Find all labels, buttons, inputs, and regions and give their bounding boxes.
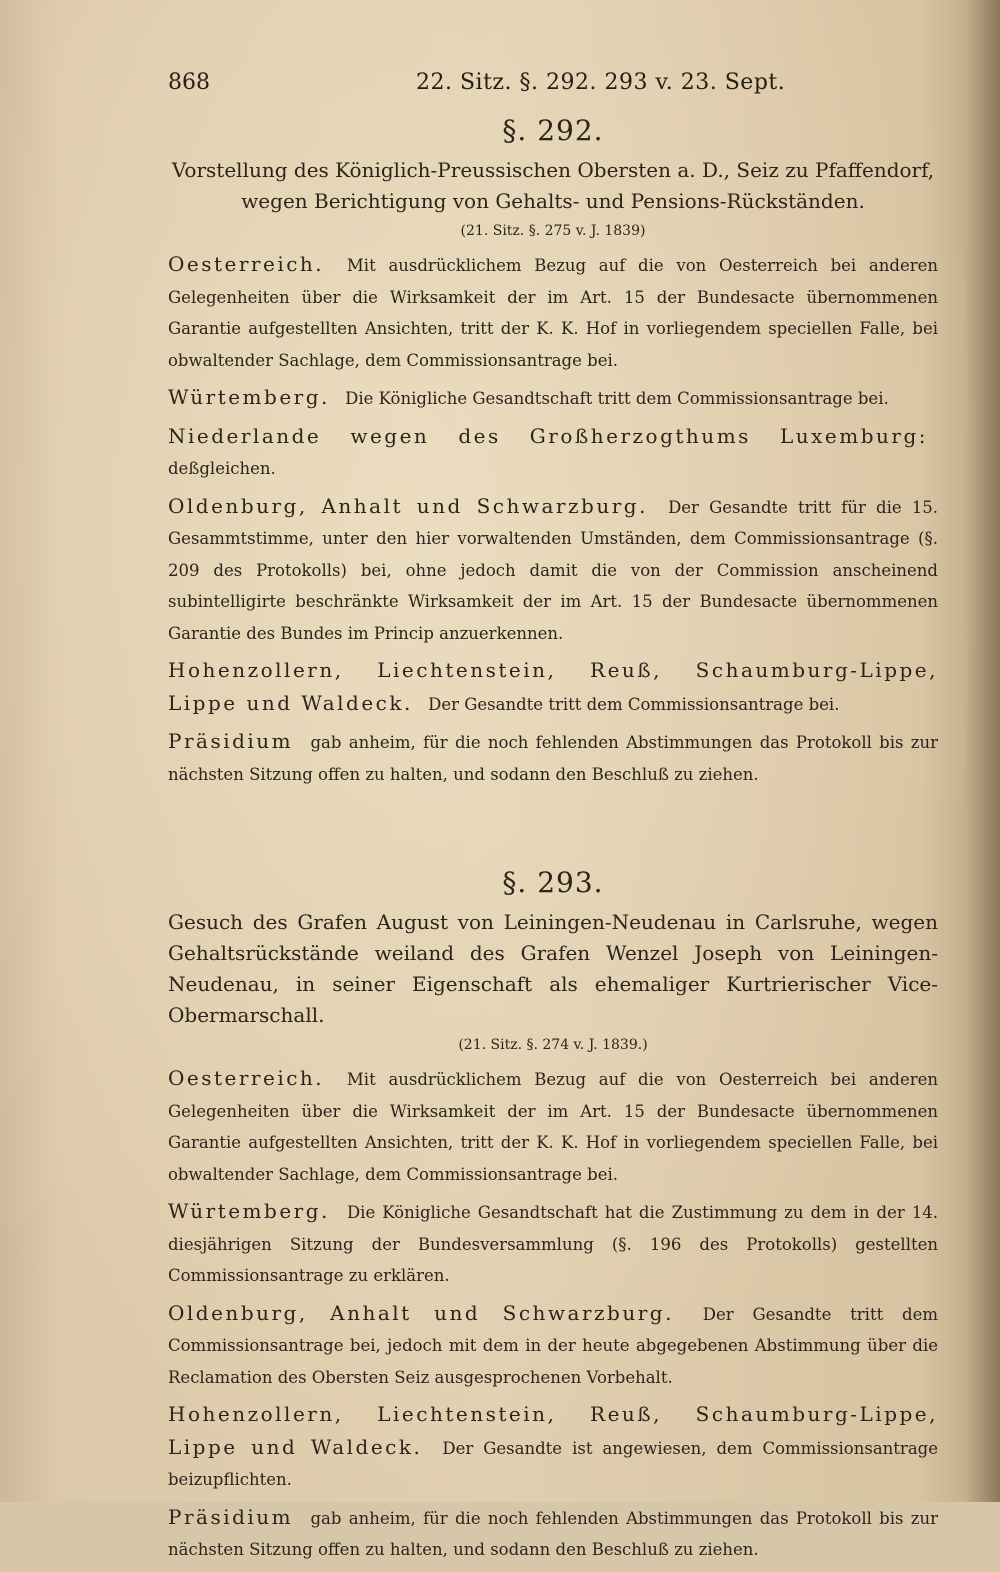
section-292 (168, 114, 938, 790)
state-name: Präsidium (168, 729, 294, 753)
running-head (168, 62, 938, 102)
vote-text: Die Königliche Gesandtschaft hat die Zustimmung zu dem in der 14. diesjährigen Sitzung der Bundesversammlung (§. 196 des Protokolls) gestellten Commissionsantrage zu erklären. (168, 1203, 938, 1285)
vote-paragraph (168, 421, 938, 485)
vote-text: Mit ausdrücklichem Bezug auf die von Oesterreich bei anderen Gelegenheiten über die Wirksamkeit der im Art. 15 der Bundesacte übernommenen Garantie aufgestellten Ansichten, tritt der K. K. Hof in vorliegendem speciellen Falle, bei obwaltender Sachlage, dem Commissionsantrage bei. (168, 256, 938, 370)
vote-paragraph (168, 726, 938, 790)
running-head-title: 22. Sitz. §. 292. 293 v. 23. Sept. (416, 70, 786, 95)
vote-paragraph (168, 382, 938, 415)
vote-text: Der Gesandte tritt dem Commissionsantrage bei, jedoch mit dem in der heute abgegebenen Abstimmung über die Reclamation des Obersten Seiz ausgesprochenen Vorbehalt. (168, 1304, 938, 1387)
vote-text: Der Gesandte ist angewiesen, dem Commissionsantrage beizupflichten. (168, 1438, 938, 1489)
vote-paragraph (168, 1298, 938, 1394)
vote-paragraph (168, 1063, 938, 1190)
vote-paragraph (168, 1196, 938, 1292)
section-title: Vorstellung des Königlich-Preussischen Obersten a. D., Seiz zu Pfaffendorf, wegen Berichtigung von Gehalts- und Pensions-Rückständen. (171, 158, 935, 213)
section-293 (168, 866, 938, 1566)
vote-text: gab anheim, für die noch fehlenden Abstimmungen das Protokoll bis zur nächsten Sitzung offen zu halten, und sodann den Beschluß zu ziehen. (168, 1508, 938, 1559)
state-name: Präsidium (168, 1504, 294, 1529)
vote-text: gab anheim, für die noch fehlenden Abstimmungen das Protokoll bis zur nächsten Sitzung offen zu halten, und sodann den Beschluß zu ziehen. (168, 733, 938, 784)
vote-paragraph (168, 249, 938, 376)
vote-paragraph (168, 1399, 938, 1496)
page-edge-shadow (964, 0, 1000, 1502)
vote-paragraph (168, 491, 938, 650)
page-number: 868 (168, 70, 210, 95)
state-name: Oldenburg, Anhalt und Schwarzburg. (168, 493, 648, 518)
vote-text: Der Gesandte tritt dem Commissionsantrage bei. (428, 694, 840, 714)
state-name: Oesterreich. (168, 252, 325, 276)
section-reference: (21. Sitz. §. 275 v. J. 1839) (460, 223, 646, 239)
vote-paragraph (168, 1502, 938, 1566)
state-name: Hohenzollern, Liechtenstein, Reuß, Schaumburg-Lippe, Lippe und Waldeck. (168, 1402, 938, 1459)
state-name: Würtemberg. (168, 385, 330, 409)
vote-text: Die Königliche Gesandtschaft tritt dem Commissionsantrage bei. (345, 389, 889, 408)
vote-text: Der Gesandte tritt für die 15. Gesammtstimme, unter den hier vorwaltenden Umständen, dem Commissionsantrage (§. 209 des Protokolls) bei, ohne jedoch damit die von der Commission anscheinend subintelligirte beschränkte Wirksamkeit der im Art. 15 der Bundesacte übernommenen Garantie des Bundes im Princip anzuerkennen. (168, 497, 938, 643)
vote-text: deßgleichen. (168, 459, 276, 478)
state-name: Würtemberg. (168, 1199, 330, 1223)
vote-text: Mit ausdrücklichem Bezug auf die von Oesterreich bei anderen Gelegenheiten über die Wirksamkeit der im Art. 15 der Bundesacte übernommenen Garantie aufgestellten Ansichten, tritt der K. K. Hof in vorliegendem speciellen Falle, bei obwaltender Sachlage, dem Commissionsantrage bei. (168, 1070, 938, 1184)
state-name: Oesterreich. (168, 1066, 325, 1090)
section-number: §. 293. (502, 866, 604, 899)
page-content (168, 62, 938, 1572)
state-name: Niederlande wegen des Großherzogthums Luxemburg: (168, 423, 928, 448)
section-number: §. 292. (502, 114, 604, 147)
vote-paragraph (168, 655, 938, 720)
state-name: Hohenzollern, Liechtenstein, Reuß, Schaumburg-Lippe, Lippe und Waldeck. (168, 658, 938, 715)
state-name: Oldenburg, Anhalt und Schwarzburg. (168, 1300, 674, 1325)
section-title: Gesuch des Grafen August von Leiningen-Neudenau in Carlsruhe, wegen Gehaltsrückstände weiland des Grafen Wenzel Joseph von Leiningen-Neudenau, in seiner Eigenschaft als ehemaliger Kurtrierischer Vice-Obermarschall. (168, 910, 938, 1027)
section-spacer (168, 796, 938, 854)
section-reference: (21. Sitz. §. 274 v. J. 1839.) (458, 1037, 648, 1053)
